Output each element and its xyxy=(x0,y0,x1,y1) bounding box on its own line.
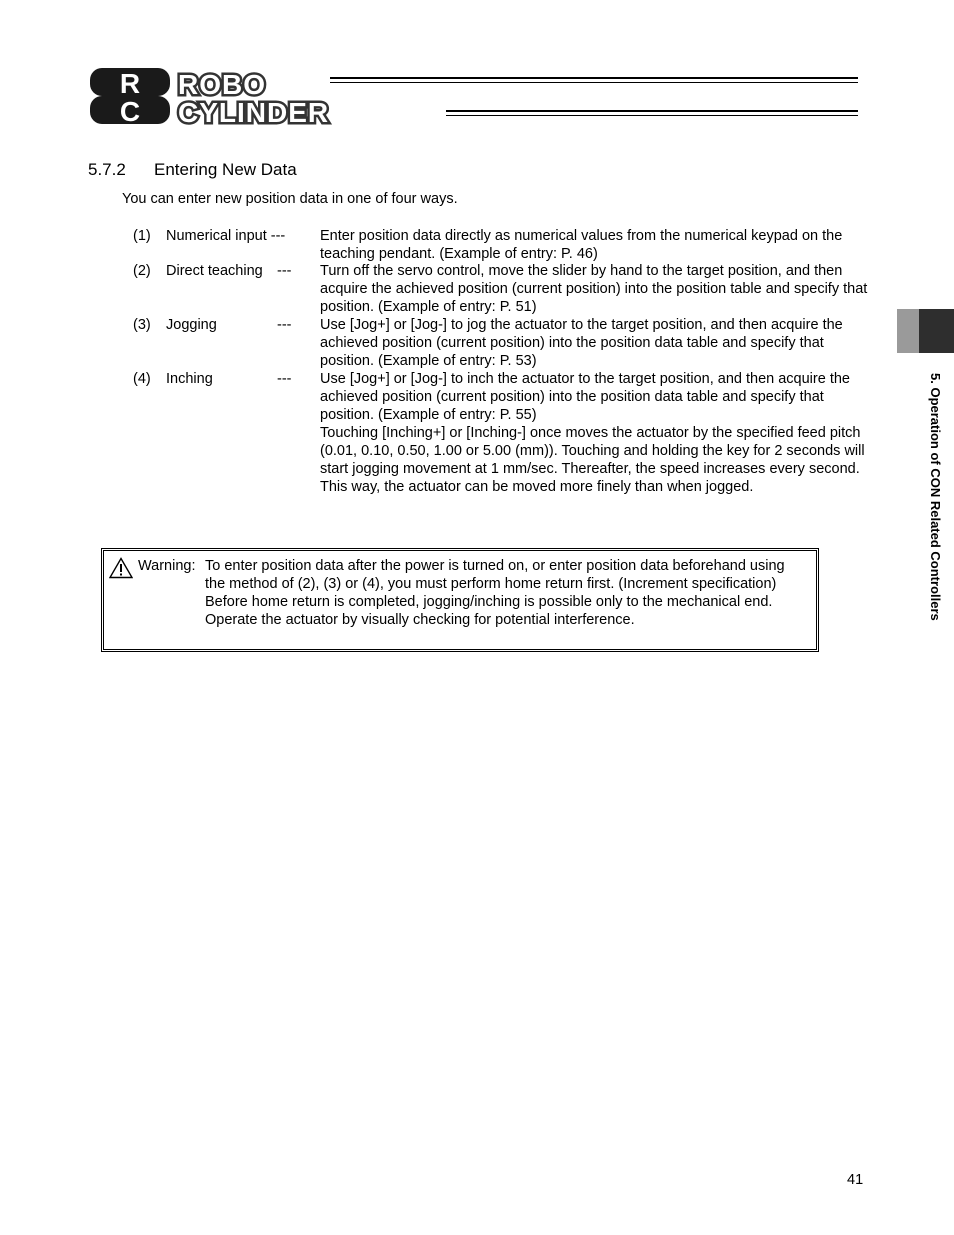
chapter-tab-dark-block xyxy=(919,309,954,353)
intro-text: You can enter new position data in one of four ways. xyxy=(122,191,458,207)
section-title: Entering New Data xyxy=(154,160,297,179)
header-rule-top-thick xyxy=(330,77,858,79)
method-number: (4) xyxy=(133,371,151,387)
method-item-numerical-input xyxy=(133,227,868,263)
warning-paragraph: Before home return is completed, jogging/inching is possible only to the mechanical end. Operate the actuator by visually checking for potential interference. xyxy=(205,594,773,628)
logo-text-cylinder: CYLINDER xyxy=(178,97,330,126)
robo-cylinder-logo xyxy=(88,66,438,126)
warning-box xyxy=(101,548,819,652)
header-rule-bottom-thick xyxy=(446,110,858,112)
method-description: Enter position data directly as numerical values from the numerical keypad on the teaching pendant. (Example of entry: P. 46) xyxy=(320,228,843,262)
method-label: Direct teaching xyxy=(166,263,263,279)
method-description: Use [Jog+] or [Jog-] to inch the actuator to the target position, and then acquire the achieved position (current position) into the position data table and specify that position. (Example of entry: P. 55) xyxy=(320,371,850,423)
method-dash: --- xyxy=(277,317,292,333)
section-number: 5.7.2 xyxy=(88,160,126,179)
warning-label: Warning: xyxy=(138,558,196,574)
method-description-detail: Touching [Inching+] or [Inching-] once moves the actuator by the specified feed pitch (0.01, 0.10, 0.50, 1.00 or 5.00 (mm)). Touching and holding the key for 2 seconds will start jogging movement at 1 mm/sec. Thereafter, the speed increases every second. This way, the actuator can be moved more finely than when jogged. xyxy=(320,425,865,495)
logo-monogram-r: R xyxy=(119,68,141,99)
header-rule-bottom-thin xyxy=(446,115,858,116)
page-number: 41 xyxy=(847,1172,864,1188)
method-number: (1) xyxy=(133,228,151,244)
chapter-tab-label: 5. Operation of CON Related Controllers xyxy=(928,373,943,621)
method-item-jogging xyxy=(133,316,868,370)
method-label: Inching xyxy=(166,371,213,387)
warning-text xyxy=(205,557,805,629)
warning-triangle-icon xyxy=(109,557,133,579)
method-description: Use [Jog+] or [Jog-] to jog the actuator to the target position, and then acquire the achieved position (current position) into the position data table and specify that position. (Example of entry: P. 53) xyxy=(320,317,843,369)
method-description: Turn off the servo control, move the slider by hand to the target position, and then acquire the achieved position (current position) into the position table and specify that position. (Example of entry: P. 51) xyxy=(320,263,868,315)
logo-text-robo: ROBO xyxy=(178,69,266,100)
logo-monogram-c: C xyxy=(119,96,141,126)
method-label: Jogging xyxy=(166,317,217,333)
chapter-tab-light-block xyxy=(897,309,919,353)
method-item-direct-teaching xyxy=(133,262,868,316)
method-label: Numerical input --- xyxy=(166,228,286,244)
method-dash: --- xyxy=(277,371,292,387)
method-number: (2) xyxy=(133,263,151,279)
header-rule-top-thin xyxy=(330,82,858,83)
section-heading xyxy=(88,160,297,180)
warning-paragraph: To enter position data after the power is turned on, or enter position data beforehand using the method of (2), (3) or (4), you must perform home return first. (Increment specification) xyxy=(205,558,785,592)
method-number: (3) xyxy=(133,317,151,333)
method-dash: --- xyxy=(277,263,292,279)
method-item-inching xyxy=(133,370,868,496)
